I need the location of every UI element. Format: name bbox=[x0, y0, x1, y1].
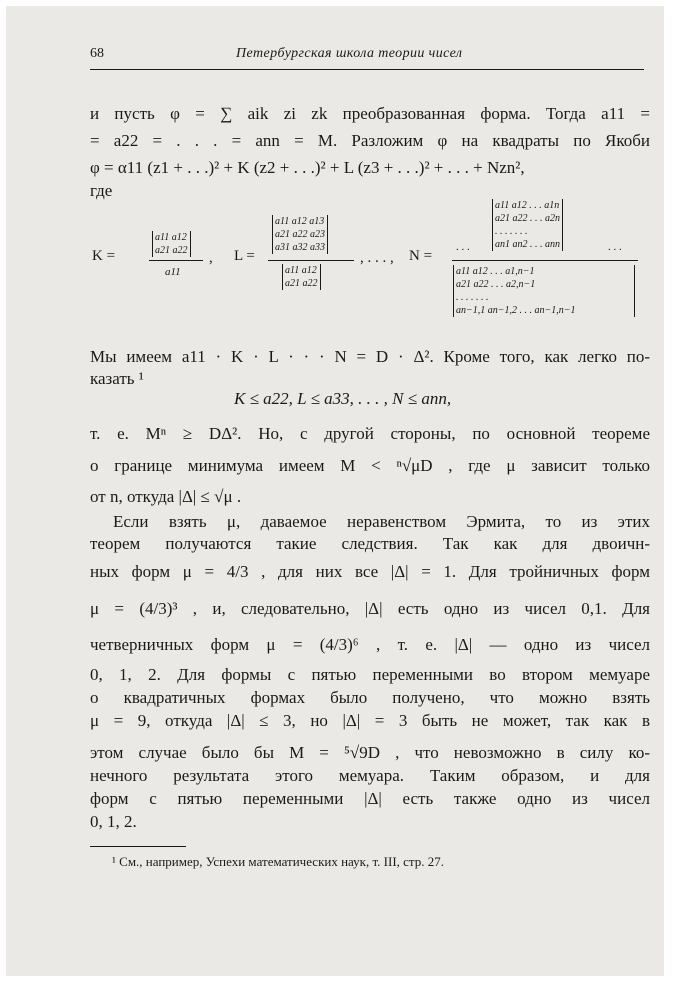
text-line-9: о границе минимума имеем M < ⁿ√μD , где μ зависит только bbox=[90, 456, 650, 475]
n-det-row-2: a21 a22 . . . a2n bbox=[495, 213, 560, 224]
formula-k-label: K = bbox=[92, 248, 116, 264]
text-line-2: = a22 = . . . = ann = M. Разложим φ на квадраты по Якоби bbox=[90, 131, 650, 150]
formula-k-fraction-bar bbox=[149, 260, 203, 261]
text-line-15: четверничных форм μ = (4/3)⁶ , т. е. |Δ| — одно из чисел bbox=[90, 635, 650, 654]
formula-n-denominator bbox=[453, 265, 635, 317]
text-line-14: μ = (4/3)³ , и, следовательно, |Δ| есть одно из чисел 0,1. Для bbox=[90, 599, 650, 618]
l-det-row-1: a11 a12 a13 bbox=[275, 216, 325, 227]
n-den-row-2: a21 a22 . . . a2,n−1 bbox=[456, 279, 536, 290]
book-page bbox=[6, 6, 664, 976]
formula-l-determinant bbox=[272, 215, 328, 254]
text-line-6: казать ¹ bbox=[90, 369, 144, 388]
n-den-row-4: an−1,1 an−1,2 . . . an−1,n−1 bbox=[456, 305, 576, 316]
text-line-12: теорем получаются такие следствия. Так как для двоичн- bbox=[90, 534, 650, 553]
text-line-19: этом случае было бы M = ⁵√9D , что невозможно в силу ко- bbox=[90, 743, 650, 762]
n-den-row-1: a11 a12 . . . a1,n−1 bbox=[456, 266, 535, 277]
k-det-row-1: a11 a12 bbox=[155, 232, 187, 243]
text-line-17: о квадратичных формах было получено, что можно взять bbox=[90, 688, 650, 707]
formula-separator: , bbox=[209, 250, 213, 266]
text-line-3: φ = α11 (z1 + . . .)² + K (z2 + . . .)² + L (z3 + . . .)² + . . . + Nzn², bbox=[90, 158, 525, 177]
formula-ellipsis: , . . . , bbox=[360, 250, 394, 266]
n-den-row-3: . . . . . . . bbox=[456, 292, 489, 303]
formula-l-fraction-bar bbox=[268, 260, 354, 261]
text-line-1: и пусть φ = ∑ aik zi zk преобразованная форма. Тогда a11 = bbox=[90, 104, 650, 123]
formula-k-denominator: a11 bbox=[165, 266, 181, 278]
formula-n-right-dots: . . . bbox=[608, 241, 622, 253]
text-line-22: 0, 1, 2. bbox=[90, 812, 137, 831]
text-line-4: где bbox=[90, 181, 113, 200]
header-rule bbox=[90, 69, 644, 70]
formula-k-determinant bbox=[152, 231, 191, 257]
l-det-row-3: a31 a32 a33 bbox=[275, 242, 325, 253]
n-det-row-3: . . . . . . . bbox=[495, 226, 528, 237]
page-number: 68 bbox=[90, 46, 104, 61]
formula-n-determinant bbox=[492, 199, 563, 251]
l-det-row-2: a21 a22 a23 bbox=[275, 229, 325, 240]
running-title: Петербургская школа теории чисел bbox=[236, 46, 463, 61]
l-den-row-2: a21 a22 bbox=[285, 278, 318, 289]
footnote: ¹ См., например, Успехи математических наук, т. III, стр. 27. bbox=[112, 854, 445, 869]
k-det-row-2: a21 a22 bbox=[155, 245, 188, 256]
formula-l-label: L = bbox=[234, 248, 255, 264]
text-line-18: μ = 9, откуда |Δ| ≤ 3, но |Δ| = 3 быть не может, так как в bbox=[90, 711, 650, 730]
footnote-rule bbox=[90, 846, 186, 847]
text-line-11: Если взять μ, даваемое неравенством Эрмита, то из этих bbox=[113, 512, 650, 531]
text-line-7: K ≤ a22, L ≤ a33, . . . , N ≤ ann, bbox=[234, 389, 452, 408]
text-line-21: форм с пятью переменными |Δ| есть также одно из чисел bbox=[90, 789, 650, 808]
text-line-13: ных форм μ = 4/3 , для них все |Δ| = 1. Для тройничных форм bbox=[90, 562, 650, 581]
text-line-8: т. е. Mⁿ ≥ DΔ². Но, с другой стороны, по основной теореме bbox=[90, 424, 650, 443]
formula-l-denominator bbox=[282, 264, 321, 290]
n-det-row-4: an1 an2 . . . ann bbox=[495, 239, 560, 250]
formula-n-label: N = bbox=[409, 248, 433, 264]
text-line-5: Мы имеем a11 · K · L · · · N = D · Δ². Кроме того, как легко по- bbox=[90, 347, 650, 366]
text-line-16: 0, 1, 2. Для формы с пятью переменными во втором мемуаре bbox=[90, 665, 650, 684]
n-det-row-1: a11 a12 . . . a1n bbox=[495, 200, 560, 211]
text-line-10: от n, откуда |Δ| ≤ √μ . bbox=[90, 487, 242, 506]
text-line-20: нечного результата этого мемуара. Таким образом, и для bbox=[90, 766, 650, 785]
formula-n-left-dots: . . . bbox=[456, 241, 470, 253]
l-den-row-1: a11 a12 bbox=[285, 265, 317, 276]
formula-n-fraction-bar bbox=[452, 260, 638, 261]
